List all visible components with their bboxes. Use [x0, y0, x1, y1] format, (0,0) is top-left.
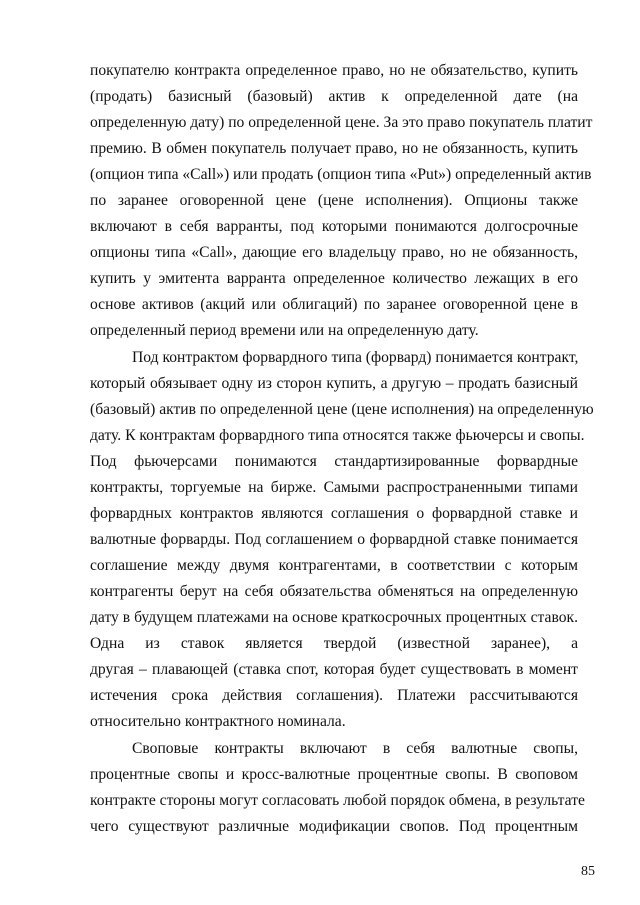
text-line: валютные форварды. Под соглашением о форвардной ставке понимается [90, 531, 578, 548]
text-line: форвардных контрактов являются соглашения о форвардной ставке и [90, 505, 578, 522]
text-line: (базовый) актив по определенной цене (цене исполнения) на определенную [90, 401, 594, 418]
page-number: 85 [581, 864, 595, 879]
text-line: определенный период времени или на определенную дату. [90, 322, 479, 339]
text-line: Одна из ставок является твердой (известной заранее), а [90, 635, 578, 652]
text-line: Под фьючерсами понимаются стандартизированные форвардные [90, 453, 578, 470]
text-line: купить у эмитента варранта определенное количество лежащих в его [90, 270, 578, 287]
text-line: дату. К контрактам форвардного типа относятся также фьючерсы и свопы. [90, 427, 585, 444]
text-line: премию. В обмен покупатель получает право, но не обязанность, купить [90, 140, 578, 157]
text-line: другая – плавающей (ставка спот, которая будет существовать в момент [90, 661, 578, 678]
text-line: Своповые контракты включают в себя валютные свопы, [132, 740, 578, 757]
text-line: Под контрактом форвардного типа (форвард) понимается контракт, [132, 349, 579, 366]
text-line: контрагенты берут на себя обязательства обменяться на определенную [90, 583, 578, 600]
text-line: (опцион типа «Call») или продать (опцион типа «Put») определенный актив [90, 166, 592, 183]
text-line: дату в будущем платежами на основе краткосрочных процентных ставок. [90, 609, 578, 626]
text-line: чего существуют различные модификации свопов. Под процентным [90, 818, 578, 835]
text-line: истечения срока действия соглашения). Платежи рассчитываются [90, 687, 578, 704]
text-line: (продать) базисный (базовый) актив к определенной дате (на [90, 88, 578, 105]
text-line: определенную дату) по определенной цене. За это право покупатель платит [90, 114, 593, 131]
text-line: процентные свопы и кросс-валютные процентные свопы. В своповом [90, 766, 578, 783]
text-line: контракте стороны могут согласовать любой порядок обмена, в результате [90, 792, 585, 809]
text-line: покупателю контракта определенное право, но не обязательство, купить [90, 62, 578, 79]
text-line: соглашение между двумя контрагентами, в соответствии с которым [90, 557, 578, 574]
text-line: включают в себя варранты, под которыми понимаются долгосрочные [90, 218, 578, 235]
text-line: который обязывает одну из сторон купить, а другую – продать базисный [90, 375, 578, 392]
text-line: основе активов (акций или облигаций) по заранее оговоренной цене в [90, 296, 578, 313]
text-line: по заранее оговоренной цене (цене исполнения). Опционы также [90, 192, 578, 209]
text-line: контракты, торгуемые на бирже. Самыми распространенными типами [90, 479, 578, 496]
text-line: относительно контрактного номинала. [90, 713, 346, 730]
text-line: опционы типа «Call», дающие его владельцу право, но не обязанность, [90, 244, 578, 261]
